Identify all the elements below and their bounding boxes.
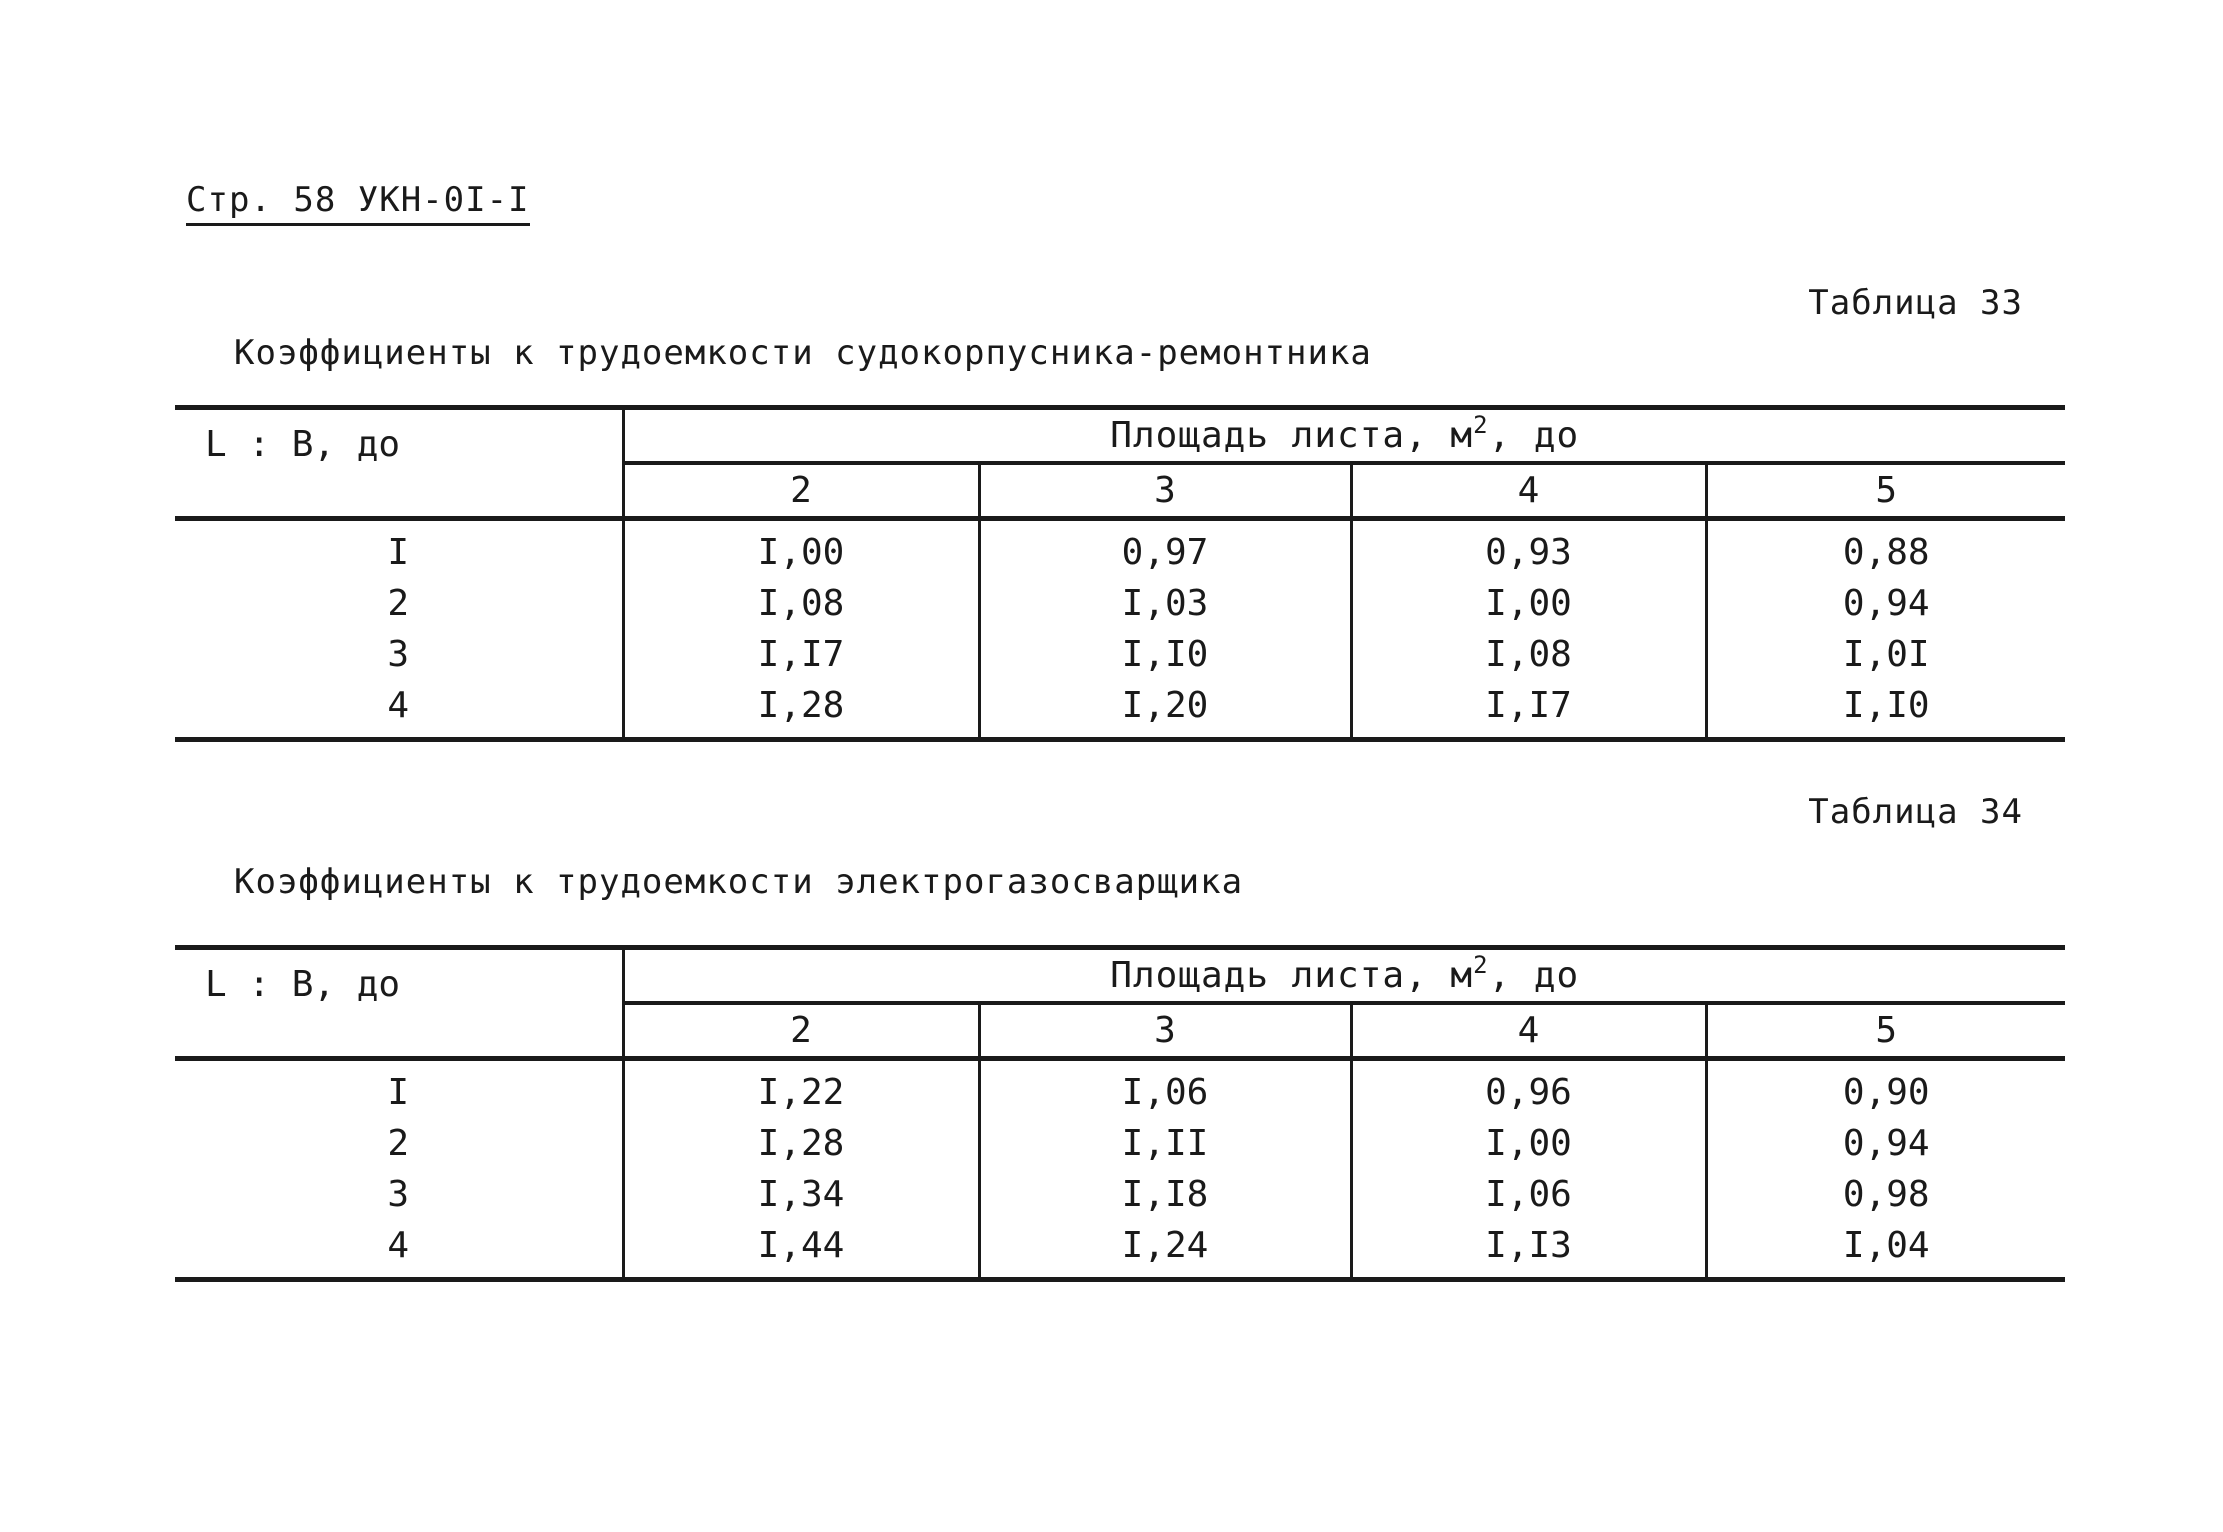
table-cell: I,03 xyxy=(979,578,1351,629)
row-label: 3 xyxy=(175,629,623,680)
table-cell: I,08 xyxy=(757,583,845,624)
table-33-caption: Коэффициенты к трудоемкости судокорпусника-ремонтника xyxy=(234,333,1372,373)
row-label: 3 xyxy=(175,1169,623,1220)
table-cell: I,06 xyxy=(979,1059,1351,1119)
table-34-col-header: 2 xyxy=(623,1003,979,1059)
table-33-col-header: 2 xyxy=(623,463,979,519)
table-row xyxy=(175,1118,2065,1169)
row-label: 2 xyxy=(175,578,623,629)
table-row xyxy=(175,578,2065,629)
table-cell: I,28 xyxy=(757,1123,845,1164)
table-cell: I,34 xyxy=(757,1174,845,1215)
table-row xyxy=(175,680,2065,740)
table-cell: 0,94 xyxy=(1706,1118,2065,1169)
table-cell: I,44 xyxy=(623,1220,979,1280)
table-cell: 0,94 xyxy=(1706,578,2065,629)
table-cell: I,00 xyxy=(1351,1118,1706,1169)
table-cell: 0,96 xyxy=(1351,1059,1706,1119)
table-34-col-header: 5 xyxy=(1706,1003,2065,1059)
table-33-col-header: 3 xyxy=(979,463,1351,519)
row-label: I xyxy=(175,519,623,579)
table-34-number: Таблица 34 xyxy=(1808,792,2023,832)
table-cell: I,I0 xyxy=(1706,680,2065,740)
page-header: Стр. 58 УКН-0I-I xyxy=(186,180,530,226)
table-33-group-header: Площадь листа, $м^2$, до xyxy=(623,408,2065,464)
table-row xyxy=(175,1059,2065,1119)
table-cell: I,22 xyxy=(757,1072,845,1113)
row-label: 4 xyxy=(175,680,623,740)
row-label: 2 xyxy=(175,1118,623,1169)
table-34-corner-header: L : B, до xyxy=(175,948,623,1059)
table-33-number: Таблица 33 xyxy=(1808,283,2023,323)
table-cell: I,04 xyxy=(1706,1220,2065,1280)
table-34-col-header: 3 xyxy=(979,1003,1351,1059)
table-34 xyxy=(175,945,2065,1282)
table-34-caption: Коэффициенты к трудоемкости электрогазосварщика xyxy=(234,862,1244,902)
table-cell: I,24 xyxy=(979,1220,1351,1280)
table-33-col-header: 5 xyxy=(1706,463,2065,519)
row-label: I xyxy=(175,1059,623,1119)
table-cell: I,I8 xyxy=(979,1169,1351,1220)
table-33-col-header: 4 xyxy=(1351,463,1706,519)
table-cell: I,I3 xyxy=(1351,1220,1706,1280)
table-cell: I,08 xyxy=(1351,629,1706,680)
table-cell: I,20 xyxy=(979,680,1351,740)
table-row xyxy=(175,1220,2065,1280)
table-cell: I,28 xyxy=(623,680,979,740)
table-cell: I,06 xyxy=(1351,1169,1706,1220)
table-cell: I,I7 xyxy=(757,634,845,675)
table-cell: 0,88 xyxy=(1706,519,2065,579)
table-row xyxy=(175,629,2065,680)
table-cell: 0,97 xyxy=(979,519,1351,579)
table-cell: I,00 xyxy=(1351,578,1706,629)
table-cell: 0,90 xyxy=(1706,1059,2065,1119)
row-label: 4 xyxy=(175,1220,623,1280)
table-33 xyxy=(175,405,2065,742)
table-34-col-header: 4 xyxy=(1351,1003,1706,1059)
table-row xyxy=(175,519,2065,579)
table-cell: I,00 xyxy=(757,532,845,573)
table-34-group-header: Площадь листа, $м^2$, до xyxy=(623,948,2065,1004)
table-cell: I,0I xyxy=(1706,629,2065,680)
table-33-corner-header: L : B, до xyxy=(175,408,623,519)
table-cell: I,I0 xyxy=(979,629,1351,680)
table-row xyxy=(175,1169,2065,1220)
table-cell: I,I7 xyxy=(1351,680,1706,740)
table-cell: I,II xyxy=(979,1118,1351,1169)
table-cell: 0,93 xyxy=(1351,519,1706,579)
table-cell: 0,98 xyxy=(1706,1169,2065,1220)
